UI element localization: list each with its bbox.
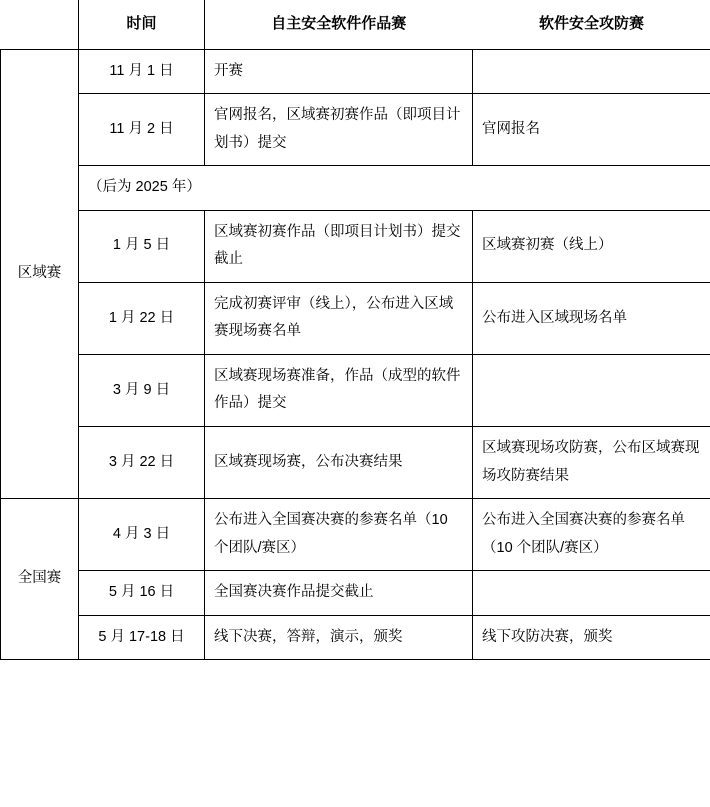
header-security-attack-defense-contest: 软件安全攻防赛: [473, 0, 710, 49]
stage-cell-national: 全国赛: [1, 499, 79, 660]
attack-contest-cell: [473, 49, 710, 94]
attack-contest-cell: 区域赛现场攻防赛，公布区域赛现场攻防赛结果: [473, 426, 710, 498]
time-cell: 5 月 17-18 日: [79, 615, 205, 660]
work-contest-cell: 区域赛初赛作品（即项目计划书）提交截止: [205, 210, 473, 282]
time-cell: 11 月 1 日: [79, 49, 205, 94]
work-contest-cell: 完成初赛评审（线上），公布进入区域赛现场赛名单: [205, 282, 473, 354]
work-contest-cell: 官网报名，区域赛初赛作品（即项目计划书）提交: [205, 94, 473, 166]
time-cell: 3 月 9 日: [79, 354, 205, 426]
time-cell: 1 月 22 日: [79, 282, 205, 354]
table-row: [1, 571, 710, 616]
stage-cell-regional: 区域赛: [1, 49, 79, 499]
time-cell: 5 月 16 日: [79, 571, 205, 616]
table-row: [1, 49, 710, 94]
header-software-work-contest: 自主安全软件作品赛: [205, 0, 473, 49]
work-contest-cell: 区域赛现场赛准备，作品（成型的软件作品）提交: [205, 354, 473, 426]
work-contest-cell: 全国赛决赛作品提交截止: [205, 571, 473, 616]
time-cell: 11 月 2 日: [79, 94, 205, 166]
time-cell: 3 月 22 日: [79, 426, 205, 498]
work-contest-cell: 线下决赛，答辩，演示，颁奖: [205, 615, 473, 660]
table-row: [1, 282, 710, 354]
attack-contest-cell: 公布进入全国赛决赛的参赛名单（10 个团队/赛区）: [473, 499, 710, 571]
header-stage: [1, 0, 79, 49]
table-row: [1, 94, 710, 166]
year-note-cell: （后为 2025 年）: [79, 166, 710, 211]
work-contest-cell: 开赛: [205, 49, 473, 94]
table-header-row: [1, 0, 710, 49]
attack-contest-cell: 线下攻防决赛，颁奖: [473, 615, 710, 660]
attack-contest-cell: 官网报名: [473, 94, 710, 166]
time-cell: 1 月 5 日: [79, 210, 205, 282]
table-row: [1, 499, 710, 571]
table-row-note: [1, 166, 710, 211]
attack-contest-cell: 公布进入区域现场名单: [473, 282, 710, 354]
attack-contest-cell: [473, 571, 710, 616]
work-contest-cell: 区域赛现场赛，公布决赛结果: [205, 426, 473, 498]
attack-contest-cell: [473, 354, 710, 426]
work-contest-cell: 公布进入全国赛决赛的参赛名单（10 个团队/赛区）: [205, 499, 473, 571]
table-row: [1, 210, 710, 282]
attack-contest-cell: 区域赛初赛（线上）: [473, 210, 710, 282]
time-cell: 4 月 3 日: [79, 499, 205, 571]
table-row: [1, 615, 710, 660]
header-time: 时间: [79, 0, 205, 49]
table-row: [1, 354, 710, 426]
table-row: [1, 426, 710, 498]
